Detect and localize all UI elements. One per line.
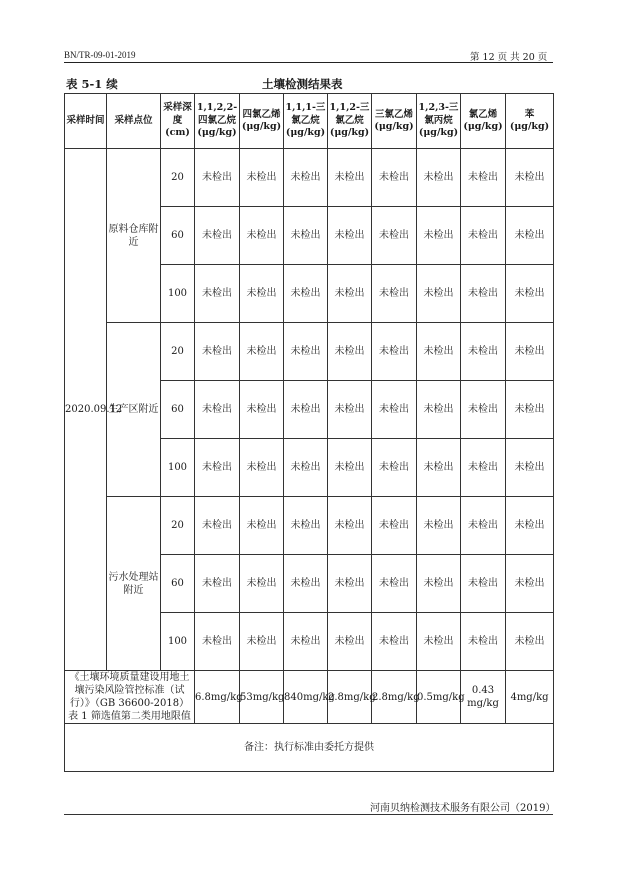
- result-cell: 未检出: [461, 149, 506, 207]
- result-cell: 未检出: [372, 265, 417, 323]
- company-footer: 河南贝纳检测技术服务有限公司（2019）: [370, 803, 556, 814]
- result-cell: 未检出: [240, 439, 284, 497]
- result-cell: 未检出: [461, 555, 506, 613]
- result-cell: 未检出: [240, 555, 284, 613]
- document-code: BN/TR-09-01-2019: [64, 50, 136, 60]
- result-cell: 未检出: [417, 207, 461, 265]
- result-cell: 未检出: [195, 613, 240, 671]
- depth-cell: 100: [161, 613, 195, 671]
- depth-cell: 60: [161, 207, 195, 265]
- result-cell: 未检出: [284, 497, 328, 555]
- sample-location-cell: 生产区附近: [107, 323, 161, 497]
- result-cell: 未检出: [372, 497, 417, 555]
- result-cell: 未检出: [506, 207, 554, 265]
- result-cell: 未检出: [372, 149, 417, 207]
- result-cell: 未检出: [461, 613, 506, 671]
- result-cell: 未检出: [195, 323, 240, 381]
- table-row: [65, 323, 554, 381]
- result-cell: 未检出: [372, 555, 417, 613]
- result-cell: 未检出: [461, 207, 506, 265]
- result-cell: 未检出: [417, 555, 461, 613]
- standard-limit-cell: 0.43 mg/kg: [461, 671, 506, 724]
- result-cell: 未检出: [240, 149, 284, 207]
- standard-limit-cell: 0.5mg/kg: [417, 671, 461, 724]
- result-cell: 未检出: [417, 323, 461, 381]
- result-cell: 未检出: [195, 149, 240, 207]
- note-row: [65, 724, 554, 772]
- result-cell: 未检出: [328, 381, 372, 439]
- col-header-112-trichloroethane: 1,1,2-三氯乙烷(μg/kg): [328, 94, 372, 149]
- col-header-trichloropropane: 1,2,3-三氯丙烷(μg/kg): [417, 94, 461, 149]
- col-header-trichloroethylene: 三氯乙烯(μg/kg): [372, 94, 417, 149]
- col-header-tetrachloroethane: 1,1,2,2-四氯乙烷(μg/kg): [195, 94, 240, 149]
- page-info: 第 12 页 共 20 页: [470, 52, 548, 63]
- result-cell: 未检出: [195, 207, 240, 265]
- result-cell: 未检出: [461, 323, 506, 381]
- result-cell: 未检出: [506, 497, 554, 555]
- result-cell: 未检出: [240, 497, 284, 555]
- result-cell: 未检出: [328, 149, 372, 207]
- result-cell: 未检出: [372, 381, 417, 439]
- col-header-tetrachloroethylene: 四氯乙烯(μg/kg): [240, 94, 284, 149]
- soil-test-results-table: [64, 93, 554, 772]
- result-cell: 未检出: [417, 265, 461, 323]
- col-header-111-trichloroethane: 1,1,1-三氯乙烷(μg/kg): [284, 94, 328, 149]
- depth-cell: 20: [161, 149, 195, 207]
- depth-cell: 100: [161, 265, 195, 323]
- standard-limit-cell: 6.8mg/kg: [195, 671, 240, 724]
- result-cell: 未检出: [417, 149, 461, 207]
- note-cell: 备注：执行标准由委托方提供: [65, 724, 554, 772]
- result-cell: 未检出: [372, 207, 417, 265]
- result-cell: 未检出: [461, 265, 506, 323]
- depth-cell: 60: [161, 555, 195, 613]
- table-title: 土壤检测结果表: [262, 77, 343, 91]
- result-cell: 未检出: [195, 265, 240, 323]
- result-cell: 未检出: [284, 323, 328, 381]
- standard-limit-cell: 4mg/kg: [506, 671, 554, 724]
- result-cell: 未检出: [195, 555, 240, 613]
- result-cell: 未检出: [328, 613, 372, 671]
- header-divider: [64, 62, 553, 63]
- result-cell: 未检出: [328, 265, 372, 323]
- col-header-vinyl-chloride: 氯乙烯(μg/kg): [461, 94, 506, 149]
- result-cell: 未检出: [328, 207, 372, 265]
- result-cell: 未检出: [328, 555, 372, 613]
- depth-cell: 60: [161, 381, 195, 439]
- sample-date-cell: 2020.09.12: [65, 149, 107, 671]
- table-number: 表 5-1 续: [66, 77, 118, 91]
- table-row: [65, 149, 554, 207]
- table-row: [65, 497, 554, 555]
- result-cell: 未检出: [461, 497, 506, 555]
- depth-cell: 20: [161, 497, 195, 555]
- result-cell: 未检出: [372, 613, 417, 671]
- result-cell: 未检出: [240, 613, 284, 671]
- result-cell: 未检出: [461, 381, 506, 439]
- footer-divider: [64, 814, 553, 815]
- result-cell: 未检出: [506, 265, 554, 323]
- depth-cell: 20: [161, 323, 195, 381]
- result-cell: 未检出: [284, 207, 328, 265]
- header-row: [65, 94, 554, 149]
- result-cell: 未检出: [195, 381, 240, 439]
- col-header-point: 采样点位: [107, 94, 161, 149]
- result-cell: 未检出: [284, 613, 328, 671]
- result-cell: 未检出: [506, 381, 554, 439]
- result-cell: 未检出: [461, 439, 506, 497]
- standard-label-cell: 《土壤环境质量建设用地土壤污染风险管控标准（试行）》（GB 36600-2018）表 1 筛选值第二类用地限值: [65, 671, 195, 724]
- result-cell: 未检出: [328, 497, 372, 555]
- result-cell: 未检出: [506, 323, 554, 381]
- result-cell: 未检出: [195, 439, 240, 497]
- result-cell: 未检出: [417, 381, 461, 439]
- result-cell: 未检出: [372, 323, 417, 381]
- standard-limit-cell: 2.8mg/kg: [328, 671, 372, 724]
- result-cell: 未检出: [328, 439, 372, 497]
- result-cell: 未检出: [195, 497, 240, 555]
- result-cell: 未检出: [240, 381, 284, 439]
- result-cell: 未检出: [240, 265, 284, 323]
- sample-location-cell: 污水处理站附近: [107, 497, 161, 671]
- standard-limit-cell: 53mg/kg: [240, 671, 284, 724]
- result-cell: 未检出: [506, 149, 554, 207]
- result-cell: 未检出: [284, 265, 328, 323]
- result-cell: 未检出: [284, 555, 328, 613]
- result-cell: 未检出: [284, 439, 328, 497]
- result-cell: 未检出: [240, 323, 284, 381]
- sample-location-cell: 原料仓库附近: [107, 149, 161, 323]
- result-cell: 未检出: [417, 439, 461, 497]
- result-cell: 未检出: [417, 613, 461, 671]
- standard-limit-cell: 2.8mg/kg: [372, 671, 417, 724]
- result-cell: 未检出: [417, 497, 461, 555]
- col-header-time: 采样时间: [65, 94, 107, 149]
- result-cell: 未检出: [506, 613, 554, 671]
- standard-row: [65, 671, 554, 724]
- depth-cell: 100: [161, 439, 195, 497]
- result-cell: 未检出: [284, 381, 328, 439]
- result-cell: 未检出: [284, 149, 328, 207]
- result-cell: 未检出: [328, 323, 372, 381]
- col-header-benzene: 苯(μg/kg): [506, 94, 554, 149]
- result-cell: 未检出: [506, 439, 554, 497]
- col-header-depth: 采样深度(cm): [161, 94, 195, 149]
- standard-limit-cell: 840mg/kg: [284, 671, 328, 724]
- result-cell: 未检出: [506, 555, 554, 613]
- result-cell: 未检出: [372, 439, 417, 497]
- result-cell: 未检出: [240, 207, 284, 265]
